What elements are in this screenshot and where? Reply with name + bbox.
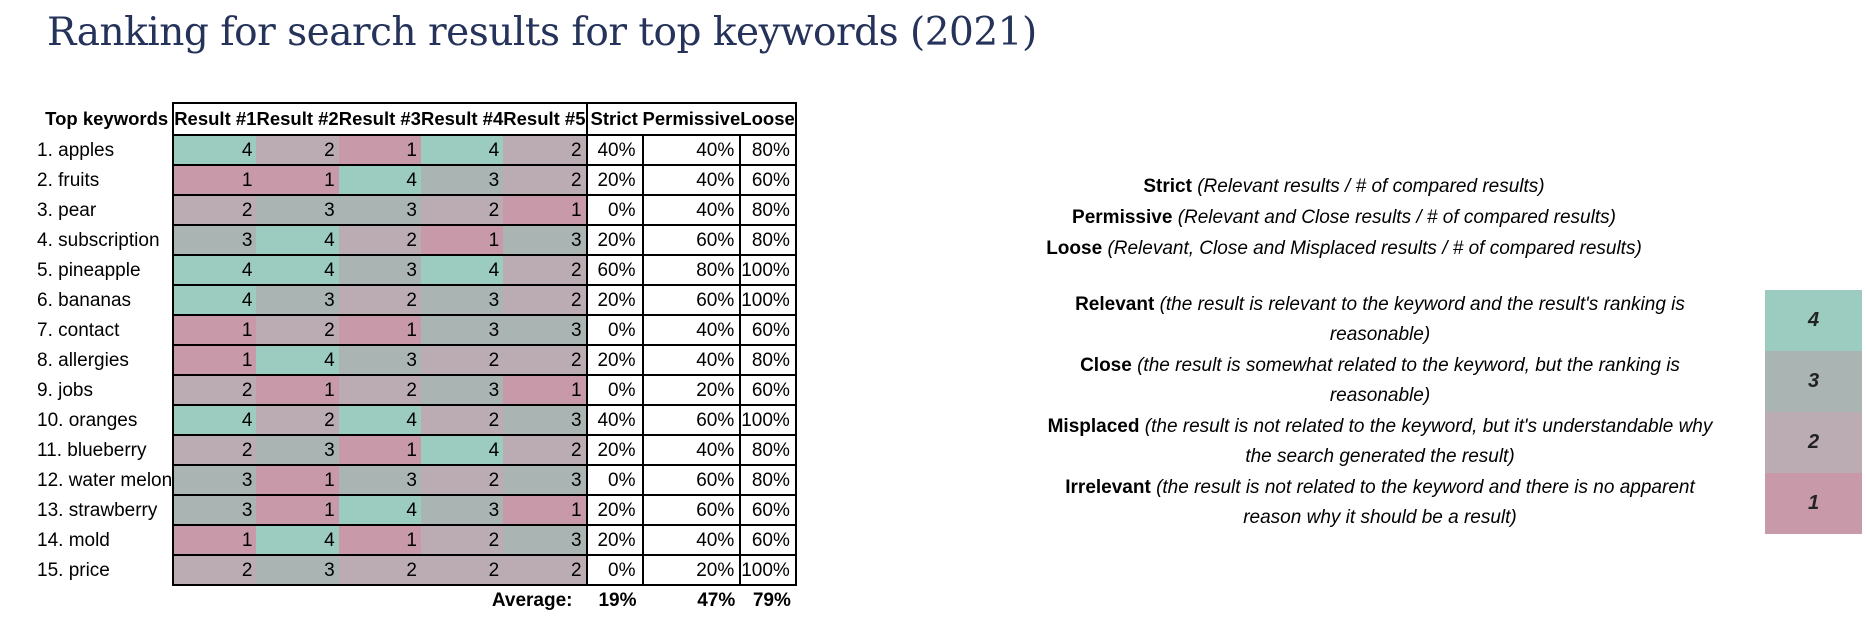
legend-desc-line1: (the result is not related to the keyword, but it's understandable why: [1144, 416, 1713, 437]
result-4-score: 4: [421, 255, 503, 285]
result-2-score: 3: [256, 555, 338, 585]
strict-cell: 60%: [587, 255, 643, 285]
average-permissive: 47%: [697, 590, 736, 611]
table-row: [31, 405, 796, 435]
loose-cell: 60%: [740, 525, 796, 555]
ranking-table: [31, 102, 797, 615]
average-label: Average:: [491, 590, 573, 611]
result-1-score: 4: [173, 255, 256, 285]
loose-cell: 100%: [740, 285, 796, 315]
permissive-cell: 80%: [643, 255, 741, 285]
header-loose: Loose: [740, 103, 796, 135]
loose-cell: 80%: [740, 135, 796, 165]
strict-cell: 20%: [587, 225, 643, 255]
keyword-cell: 5. pineapple: [37, 259, 141, 281]
result-3-score: 1: [339, 525, 421, 555]
header-result-1: Result #1: [173, 103, 256, 135]
result-4-score: 2: [421, 345, 503, 375]
keyword-cell: 2. fruits: [37, 169, 100, 191]
result-1-score: 2: [173, 435, 256, 465]
legend-name: Misplaced: [1047, 416, 1140, 437]
result-4-score: 3: [421, 315, 503, 345]
result-4-score: 2: [421, 465, 503, 495]
keyword-cell: 1. apples: [37, 139, 115, 161]
legend-swatch-1: 1: [1765, 473, 1862, 534]
result-5-score: 2: [503, 435, 586, 465]
keyword-cell: 9. jobs: [37, 379, 93, 401]
strict-cell: 20%: [587, 345, 643, 375]
result-3-score: 3: [339, 345, 421, 375]
result-2-score: 3: [256, 285, 338, 315]
header-result-4: Result #4: [421, 103, 503, 135]
result-2-score: 3: [256, 435, 338, 465]
result-3-score: 4: [339, 405, 421, 435]
metric-name: Loose: [1046, 238, 1103, 259]
result-2-score: 3: [256, 195, 338, 225]
loose-cell: 80%: [740, 225, 796, 255]
strict-cell: 0%: [587, 375, 643, 405]
result-2-score: 1: [256, 495, 338, 525]
result-5-score: 3: [503, 405, 586, 435]
result-2-score: 1: [256, 165, 338, 195]
header-result-2: Result #2: [256, 103, 338, 135]
keyword-cell: 6. bananas: [37, 289, 132, 311]
legend-item-irrelevant: [1008, 473, 1752, 534]
table-row: [31, 255, 796, 285]
metric-definition: [958, 202, 1730, 233]
legend-swatch-4: 4: [1765, 290, 1862, 351]
strict-cell: 40%: [587, 135, 643, 165]
result-2-score: 1: [256, 465, 338, 495]
permissive-cell: 60%: [643, 465, 741, 495]
average-loose: 79%: [752, 590, 791, 611]
table-row: [31, 525, 796, 555]
permissive-cell: 40%: [643, 435, 741, 465]
metric-definition: [958, 233, 1730, 264]
strict-cell: 40%: [587, 405, 643, 435]
loose-cell: 60%: [740, 165, 796, 195]
strict-cell: 0%: [587, 465, 643, 495]
result-5-score: 3: [503, 525, 586, 555]
result-3-score: 1: [339, 315, 421, 345]
legend-desc-line2: reason why it should be a result): [1243, 507, 1517, 528]
result-4-score: 2: [421, 525, 503, 555]
legend-desc-line2: reasonable): [1329, 324, 1431, 345]
permissive-cell: 40%: [643, 165, 741, 195]
legend-name: Relevant: [1075, 294, 1155, 315]
result-5-score: 1: [503, 195, 586, 225]
strict-cell: 20%: [587, 165, 643, 195]
keyword-cell: 12. water melon: [37, 469, 173, 491]
loose-cell: 60%: [740, 375, 796, 405]
legend-name: Irrelevant: [1065, 477, 1151, 498]
result-3-score: 3: [339, 465, 421, 495]
result-2-score: 4: [256, 225, 338, 255]
strict-cell: 0%: [587, 195, 643, 225]
table-row: [31, 135, 796, 165]
result-3-score: 4: [339, 495, 421, 525]
result-3-score: 3: [339, 255, 421, 285]
keyword-cell: 10. oranges: [37, 409, 138, 431]
keyword-cell: 15. price: [37, 559, 110, 581]
loose-cell: 100%: [740, 405, 796, 435]
result-2-score: 2: [256, 315, 338, 345]
loose-cell: 80%: [740, 435, 796, 465]
permissive-cell: 60%: [643, 285, 741, 315]
result-4-score: 3: [421, 495, 503, 525]
result-4-score: 3: [421, 285, 503, 315]
permissive-cell: 40%: [643, 195, 741, 225]
keyword-cell: 7. contact: [37, 319, 120, 341]
table-row: [31, 435, 796, 465]
result-4-score: 4: [421, 135, 503, 165]
table-row: [31, 495, 796, 525]
header-top-keywords: Top keywords: [45, 107, 169, 129]
table-row: [31, 315, 796, 345]
result-2-score: 4: [256, 255, 338, 285]
result-4-score: 1: [421, 225, 503, 255]
header-result-5: Result #5: [503, 103, 586, 135]
permissive-cell: 40%: [643, 315, 741, 345]
result-1-score: 1: [173, 525, 256, 555]
header-permissive: Permissive: [643, 103, 741, 135]
result-1-score: 3: [173, 495, 256, 525]
page-title: Ranking for search results for top keywords (2021): [47, 10, 1037, 55]
result-3-score: 1: [339, 435, 421, 465]
result-5-score: 2: [503, 255, 586, 285]
table-row: [31, 375, 796, 405]
score-legend: [1008, 290, 1752, 534]
result-3-score: 4: [339, 165, 421, 195]
keyword-cell: 8. allergies: [37, 349, 129, 371]
result-1-score: 2: [173, 555, 256, 585]
header-strict: Strict: [587, 103, 643, 135]
header-result-3: Result #3: [339, 103, 421, 135]
permissive-cell: 60%: [643, 405, 741, 435]
table-row: [31, 345, 796, 375]
permissive-cell: 40%: [643, 135, 741, 165]
result-5-score: 2: [503, 135, 586, 165]
keyword-cell: 4. subscription: [37, 229, 160, 251]
result-4-score: 2: [421, 555, 503, 585]
result-3-score: 2: [339, 225, 421, 255]
result-4-score: 3: [421, 375, 503, 405]
result-5-score: 2: [503, 165, 586, 195]
permissive-cell: 60%: [643, 495, 741, 525]
permissive-cell: 40%: [643, 525, 741, 555]
result-3-score: 1: [339, 135, 421, 165]
metric-desc: (Relevant results / # of compared results): [1197, 176, 1545, 197]
result-5-score: 1: [503, 495, 586, 525]
result-1-score: 1: [173, 345, 256, 375]
result-1-score: 1: [173, 315, 256, 345]
permissive-cell: 20%: [643, 375, 741, 405]
loose-cell: 80%: [740, 465, 796, 495]
result-4-score: 3: [421, 165, 503, 195]
keyword-cell: 3. pear: [37, 199, 97, 221]
strict-cell: 20%: [587, 495, 643, 525]
metric-name: Strict: [1143, 176, 1192, 197]
table-body: [31, 135, 796, 585]
legend-desc-line2: the search generated the result): [1245, 446, 1515, 467]
permissive-cell: 60%: [643, 225, 741, 255]
keyword-cell: 14. mold: [37, 529, 110, 551]
result-1-score: 4: [173, 405, 256, 435]
result-1-score: 2: [173, 375, 256, 405]
result-2-score: 2: [256, 135, 338, 165]
table-row: [31, 165, 796, 195]
legend-name: Close: [1080, 355, 1132, 376]
table-row: [31, 465, 796, 495]
strict-cell: 20%: [587, 285, 643, 315]
strict-cell: 0%: [587, 315, 643, 345]
result-2-score: 1: [256, 375, 338, 405]
legend-item-relevant: [1008, 290, 1752, 351]
metric-desc: (Relevant, Close and Misplaced results / # of compared results): [1107, 238, 1642, 259]
keyword-cell: 11. blueberry: [37, 439, 147, 461]
result-1-score: 1: [173, 165, 256, 195]
legend-item-close: [1008, 351, 1752, 412]
legend-item-misplaced: [1008, 412, 1752, 473]
result-5-score: 1: [503, 375, 586, 405]
result-1-score: 4: [173, 285, 256, 315]
average-row: [31, 585, 796, 615]
loose-cell: 100%: [740, 555, 796, 585]
strict-cell: 20%: [587, 435, 643, 465]
result-4-score: 4: [421, 435, 503, 465]
result-5-score: 2: [503, 285, 586, 315]
legend-desc-line1: (the result is relevant to the keyword and the result's ranking is: [1159, 294, 1685, 315]
result-3-score: 2: [339, 555, 421, 585]
legend-swatch-3: 3: [1765, 351, 1862, 412]
legend-desc-line1: (the result is somewhat related to the keyword, but the ranking is: [1137, 355, 1680, 376]
result-2-score: 2: [256, 405, 338, 435]
result-1-score: 2: [173, 195, 256, 225]
result-1-score: 3: [173, 465, 256, 495]
average-strict: 19%: [598, 590, 637, 611]
result-4-score: 2: [421, 195, 503, 225]
result-3-score: 2: [339, 375, 421, 405]
strict-cell: 20%: [587, 525, 643, 555]
result-5-score: 2: [503, 555, 586, 585]
result-1-score: 4: [173, 135, 256, 165]
result-2-score: 4: [256, 525, 338, 555]
legend-desc-line1: (the result is not related to the keyword and there is no apparent: [1156, 477, 1695, 498]
metric-definition: [958, 171, 1730, 202]
metric-name: Permissive: [1072, 207, 1173, 228]
table-row: [31, 195, 796, 225]
result-4-score: 2: [421, 405, 503, 435]
loose-cell: 100%: [740, 255, 796, 285]
loose-cell: 80%: [740, 345, 796, 375]
result-3-score: 2: [339, 285, 421, 315]
result-2-score: 4: [256, 345, 338, 375]
loose-cell: 60%: [740, 315, 796, 345]
loose-cell: 60%: [740, 495, 796, 525]
table-row: [31, 285, 796, 315]
keyword-cell: 13. strawberry: [37, 499, 158, 521]
legend-swatch-2: 2: [1765, 412, 1862, 473]
result-3-score: 3: [339, 195, 421, 225]
table-row: [31, 225, 796, 255]
permissive-cell: 40%: [643, 345, 741, 375]
metric-definitions: [958, 171, 1730, 264]
result-5-score: 2: [503, 345, 586, 375]
result-5-score: 3: [503, 225, 586, 255]
metric-desc: (Relevant and Close results / # of compared results): [1177, 207, 1616, 228]
result-1-score: 3: [173, 225, 256, 255]
table-header-row: [31, 103, 796, 135]
loose-cell: 80%: [740, 195, 796, 225]
legend-desc-line2: reasonable): [1329, 385, 1431, 406]
strict-cell: 0%: [587, 555, 643, 585]
result-5-score: 3: [503, 465, 586, 495]
permissive-cell: 20%: [643, 555, 741, 585]
table-row: [31, 555, 796, 585]
result-5-score: 3: [503, 315, 586, 345]
